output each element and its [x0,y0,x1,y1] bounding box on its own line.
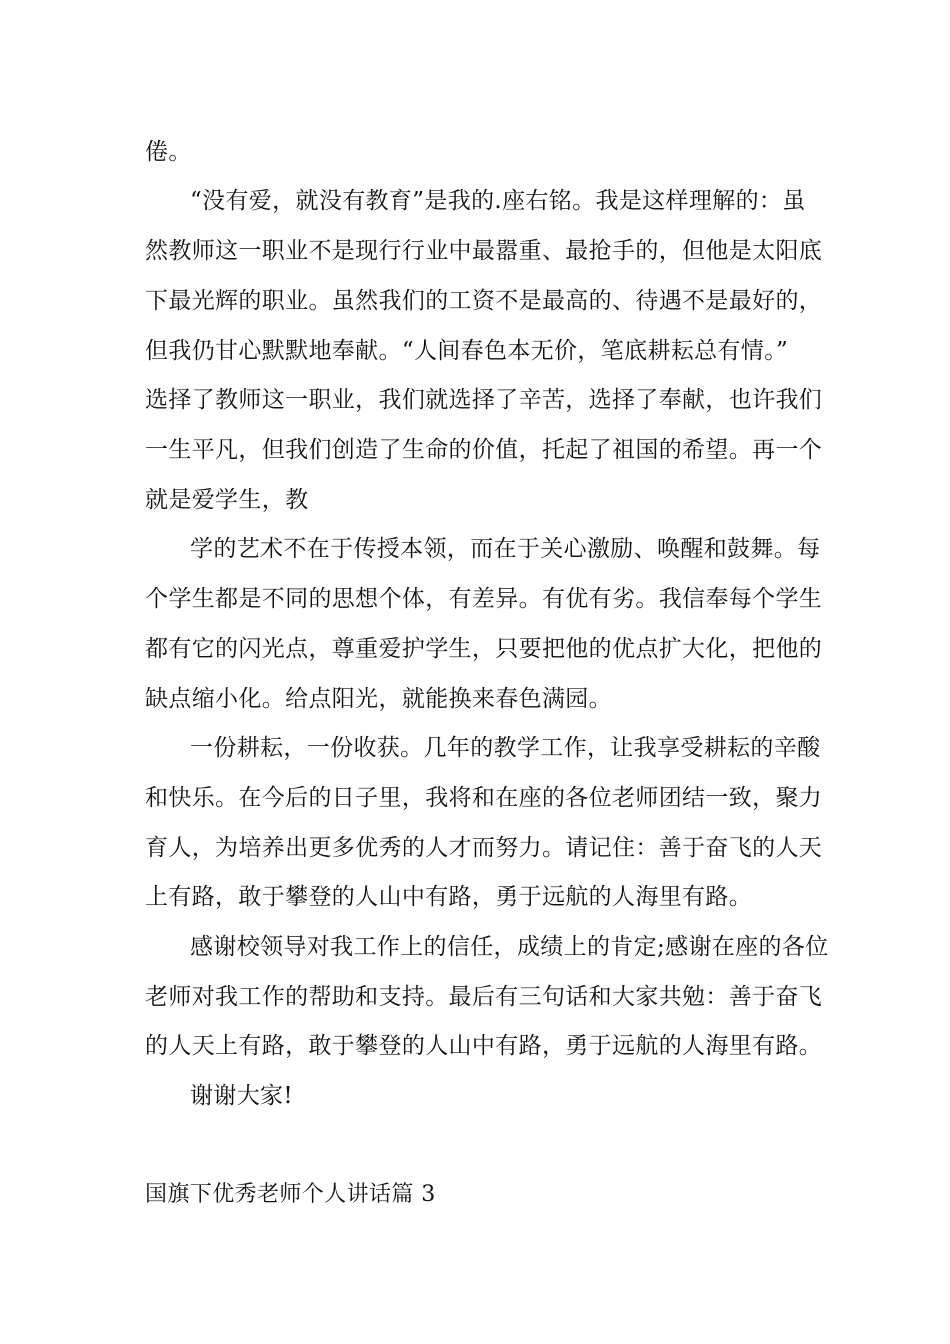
text-line: 但我仍甘心默默地奉献。“人间春色本无价，笔底耕耘总有情。” [145,338,789,364]
text-line: 倦。 [145,139,192,165]
text-line: 就是爱学生，教 [145,487,309,513]
text-line: 选择了教师这一职业，我们就选择了辛苦，选择了奉献，也许我们 [145,387,823,413]
text-line: 下最光辉的职业。虽然我们的工资不是最高的、待遇不是最好的， [145,288,823,314]
text-line: 感谢校领导对我工作上的信任，成绩上的肯定;感谢在座的各位 [190,934,829,960]
text-line: 一份耕耘，一份收获。几年的教学工作，让我享受耕耘的辛酸 [190,735,821,761]
text-line: “没有爱，就没有教育”是我的.座右铭。我是这样理解的：虽 [190,188,806,214]
text-line: 谢谢大家! [190,1083,293,1109]
section-heading: 国旗下优秀老师个人讲话篇 3 [145,1182,436,1207]
text-line: 学的艺术不在于传授本领，而在于关心激励、唤醒和鼓舞。每 [190,536,821,562]
text-line: 老师对我工作的帮助和支持。最后有三句话和大家共勉：善于奋飞 [145,984,823,1010]
text-line: 然教师这一职业不是现行行业中最嚣重、最抢手的，但他是太阳底 [145,238,823,264]
text-line: 一生平凡，但我们创造了生命的价值，托起了祖国的希望。再一个 [145,437,823,463]
text-line: 上有路，敢于攀登的人山中有路，勇于远航的人海里有路。 [145,884,753,910]
text-line: 的人天上有路，敢于攀登的人山中有路，勇于远航的人海里有路。 [145,1033,823,1059]
text-line: 个学生都是不同的思想个体，有差异。有优有劣。我信奉每个学生 [145,586,823,612]
text-line: 和快乐。在今后的日子里，我将和在座的各位老师团结一致，聚力 [145,785,823,811]
text-line: 育人，为培养出更多优秀的人才而努力。请记住：善于奋飞的人天 [145,835,823,861]
text-line: 都有它的闪光点，尊重爱护学生，只要把他的优点扩大化，把他的 [145,636,823,662]
text-line: 缺点缩小化。给点阳光，就能换来春色满园。 [145,686,612,712]
